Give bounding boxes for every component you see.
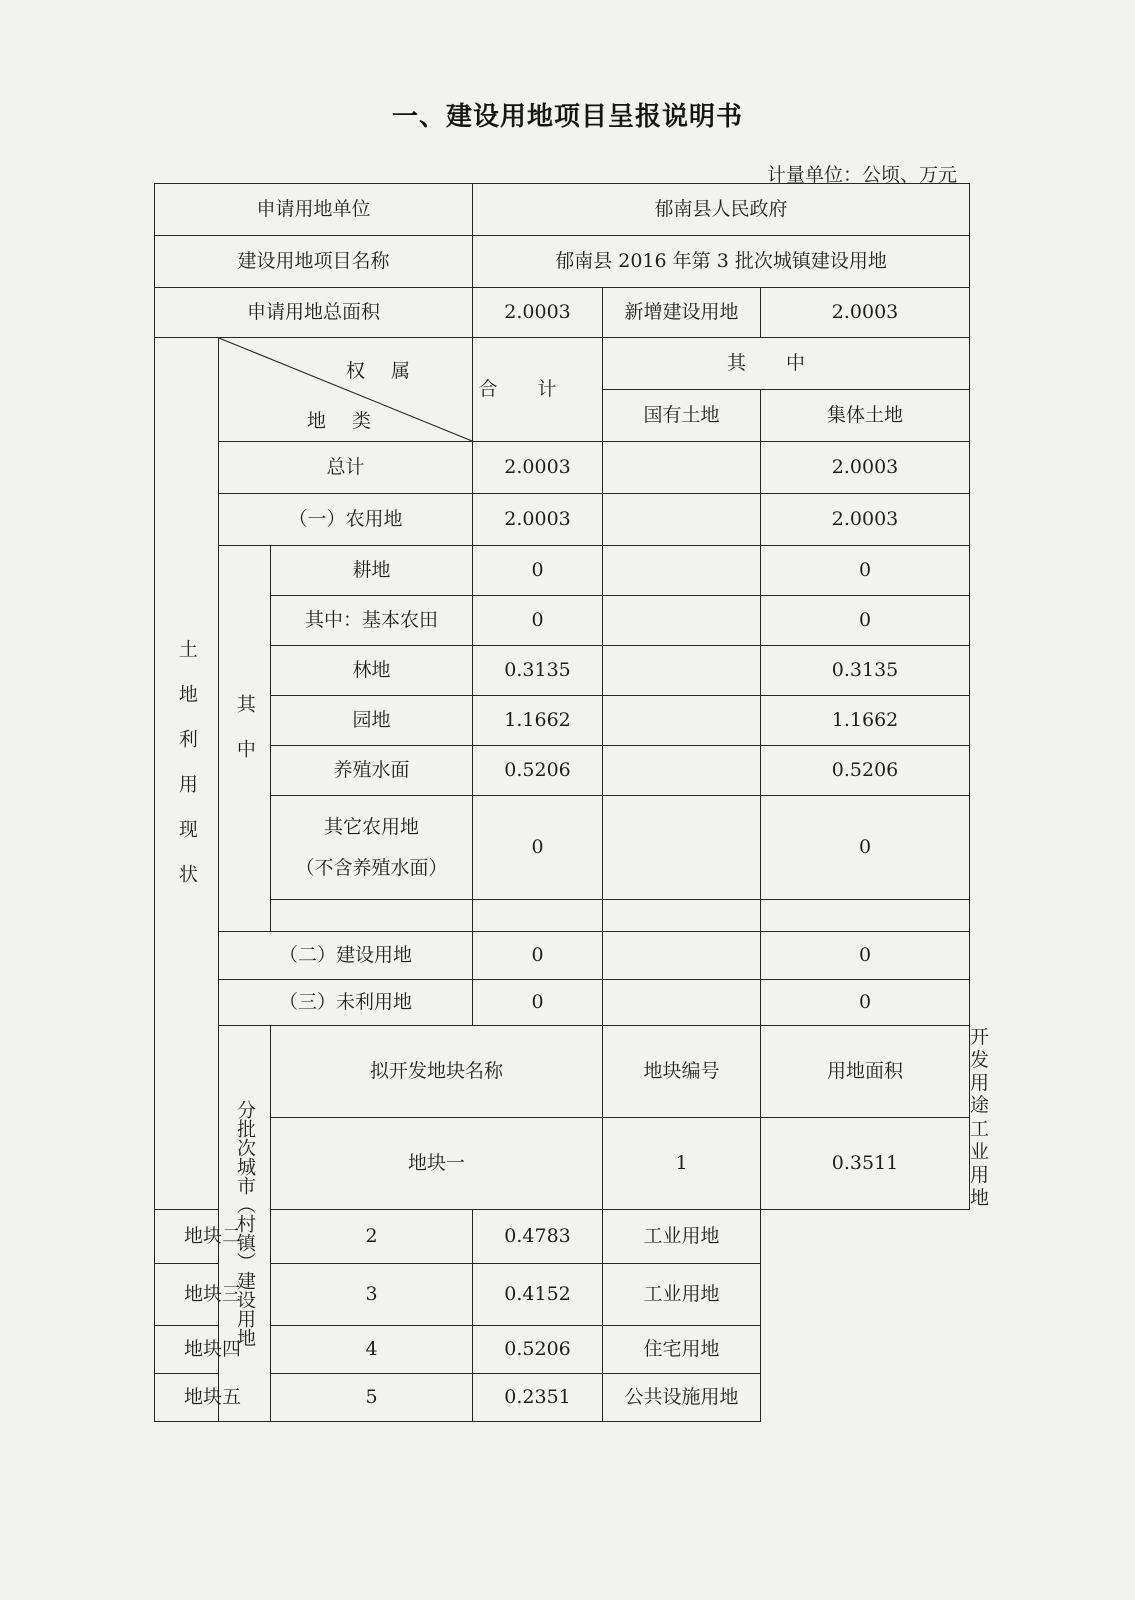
agri-land-collective: 2.0003 [761,494,970,546]
header-row-1 [155,338,970,390]
plot-number: 3 [271,1264,473,1326]
plot-area-header: 用地面积 [761,1026,970,1118]
blank-cell [761,900,970,932]
plot-number: 5 [271,1374,473,1422]
plot-purpose: 住宅用地 [603,1326,761,1374]
forest-collective: 0.3135 [761,646,970,696]
diagonal-header-cell [219,338,473,442]
of-which-header: 其中 [603,338,970,390]
other-agri-label-line1: 其它农用地 [324,815,420,838]
ownership-label: 权属 [346,360,437,382]
plot-row [155,1210,970,1264]
project-name-row [155,236,970,288]
plot-number: 4 [271,1326,473,1374]
other-agri-collective: 0 [761,796,970,900]
plot-row: 地块一 1 0.3511 工业用地 [155,1118,970,1210]
grand-total-label: 总计 [219,442,473,494]
grand-total-collective: 2.0003 [761,442,970,494]
blank-agri-row [155,900,970,932]
unused-land-label: （三）未利用地 [219,980,473,1026]
applicant-label: 申请用地单位 [155,184,473,236]
plot-purpose: 工业用地 [603,1210,761,1264]
other-agri-state [603,796,761,900]
plot-area: 0.2351 [473,1374,603,1422]
aquaculture-collective: 0.5206 [761,746,970,796]
plot-name: 地块三 [155,1264,271,1326]
cultivated-collective: 0 [761,546,970,596]
aquaculture-label: 养殖水面 [271,746,473,796]
basic-farmland-label: 其中：基本农田 [271,596,473,646]
new-construction-label: 新增建设用地 [603,288,761,338]
construction-land-state [603,932,761,980]
blank-cell [603,900,761,932]
state-land-header: 国有土地 [603,390,761,442]
construction-land-row [155,932,970,980]
forest-total: 0.3135 [473,646,603,696]
aquaculture-row [155,746,970,796]
plot-number: 1 [603,1118,761,1210]
basic-farmland-collective: 0 [761,596,970,646]
plot-row [155,1326,970,1374]
other-agri-total: 0 [473,796,603,900]
plot-name: 地块四 [155,1326,271,1374]
unused-land-row [155,980,970,1026]
grand-total-state [603,442,761,494]
plot-purpose: 公共设施用地 [603,1374,761,1422]
garden-label: 园地 [271,696,473,746]
garden-total: 1.1662 [473,696,603,746]
basic-farmland-row [155,596,970,646]
total-area-value: 2.0003 [473,288,603,338]
agri-land-row [155,494,970,546]
plot-purpose: 工业用地 [603,1264,761,1326]
land-type-label: 地类 [307,410,398,433]
land-use-section-label: 土地利用现状 [155,338,219,1210]
total-column-header: 合计 [473,338,603,442]
unit-label: 计量单位：公顷、万元 [766,164,957,186]
total-area-row [155,288,970,338]
forest-row [155,646,970,696]
plot-name: 地块一 [271,1118,603,1210]
agri-land-total: 2.0003 [473,494,603,546]
plot-area: 0.4152 [473,1264,603,1326]
grand-total-row [155,442,970,494]
unused-land-collective: 0 [761,980,970,1026]
blank-cell [271,900,473,932]
applicant-value: 郁南县人民政府 [473,184,970,236]
basic-farmland-state [603,596,761,646]
project-name-label: 建设用地项目名称 [155,236,473,288]
garden-state [603,696,761,746]
land-report-table [154,183,990,1422]
agri-land-label: （一）农用地 [219,494,473,546]
grand-total-sum: 2.0003 [473,442,603,494]
plot-area: 0.3511 [761,1118,970,1210]
garden-collective: 1.1662 [761,696,970,746]
plot-number: 2 [271,1210,473,1264]
other-agri-row [155,796,970,900]
unused-land-state [603,980,761,1026]
plot-area: 0.5206 [473,1326,603,1374]
plot-row [155,1374,970,1422]
construction-land-collective: 0 [761,932,970,980]
blank-cell [473,900,603,932]
other-agri-label [271,796,473,900]
new-construction-value: 2.0003 [761,288,970,338]
of-which-side-label: 其中 [219,546,271,932]
plots-header-row: 分批次城市（村镇）建设用地 拟开发地块名称 地块编号 用地面积 开发用途 [155,1026,970,1118]
agri-land-state [603,494,761,546]
applicant-row [155,184,970,236]
aquaculture-state [603,746,761,796]
other-agri-label-line2: （不含养殖水面） [295,856,448,879]
project-name-value: 郁南县 2016 年第 3 批次城镇建设用地 [473,236,970,288]
construction-land-label: （二）建设用地 [219,932,473,980]
garden-row [155,696,970,746]
plot-name-header: 拟开发地块名称 [271,1026,603,1118]
basic-farmland-total: 0 [473,596,603,646]
plot-row [155,1264,970,1326]
cultivated-total: 0 [473,546,603,596]
forest-state [603,646,761,696]
forest-label: 林地 [271,646,473,696]
plots-section-label: 分批次城市（村镇）建设用地 [219,1026,271,1422]
cultivated-row [155,546,970,596]
total-area-label: 申请用地总面积 [155,288,473,338]
unused-land-total: 0 [473,980,603,1026]
plot-name: 地块五 [155,1374,271,1422]
construction-land-total: 0 [473,932,603,980]
collective-land-header: 集体土地 [761,390,970,442]
plot-name: 地块二 [155,1210,271,1264]
cultivated-state [603,546,761,596]
aquaculture-total: 0.5206 [473,746,603,796]
cultivated-label: 耕地 [271,546,473,596]
plot-number-header: 地块编号 [603,1026,761,1118]
document-title: 一、建设用地项目呈报说明书 [391,102,743,132]
plot-area: 0.4783 [473,1210,603,1264]
